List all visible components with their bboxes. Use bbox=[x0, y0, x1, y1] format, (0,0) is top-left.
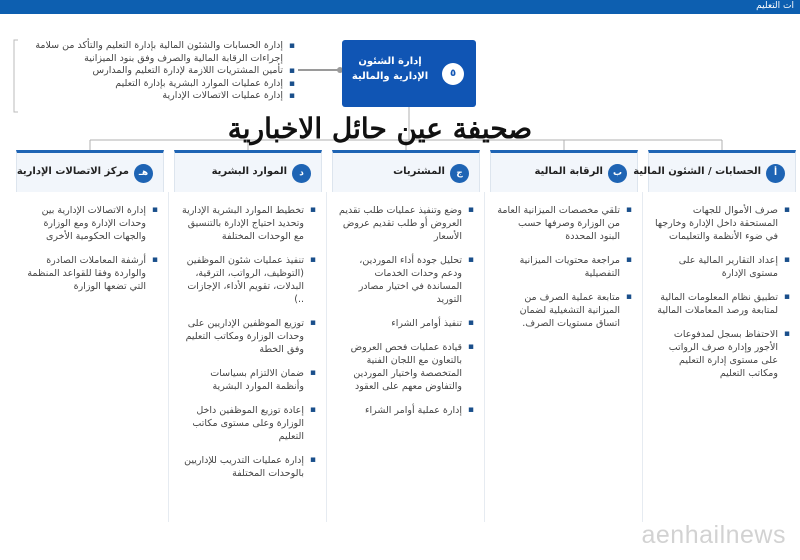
unit-header bbox=[490, 150, 638, 192]
unit-letter-badge: د bbox=[292, 164, 311, 183]
unit-body bbox=[332, 192, 480, 417]
unit-header bbox=[16, 150, 164, 192]
site-watermark-logo: aenhailnews bbox=[641, 521, 786, 549]
column-divider bbox=[168, 192, 169, 522]
list-item: ▪ تحليل جودة أداء الموردين، ودعم وحدات الخدمات المساندة في اختيار مصادر التوريد bbox=[338, 254, 474, 306]
list-item: ▪ متابعة عملية الصرف من الميزانية التشغيلية لضمان اتساق مستويات الصرف. bbox=[496, 291, 632, 330]
unit-body bbox=[490, 192, 638, 330]
summary-item: ▪ إدارة الحسابات والشئون المالية بإدارة التعليم والتأكد من سلامة إجراءات الرقابة المالية والصرف وفق بنود الميزانية bbox=[20, 40, 295, 65]
list-item: ▪ توزيع الموظفين الإداريين على وحدات الوزارة ومكاتب التعليم وفق الخطة bbox=[180, 317, 316, 356]
list-item: ▪ تخطيط الموارد البشرية الإدارية وتحديد احتياج الإدارة بالتنسيق مع الوحدات المختلفة bbox=[180, 204, 316, 243]
list-item: ▪ قيادة عمليات فحص العروض بالتعاون مع اللجان الفنية المتخصصة واختيار الموردين والتفاوض معهم على العقود bbox=[338, 341, 474, 393]
main-unit-number-badge: ٥ bbox=[442, 63, 464, 85]
column-divider bbox=[326, 192, 327, 522]
unit-letter-badge: ج bbox=[450, 164, 469, 183]
unit-column-financial-control bbox=[490, 150, 638, 341]
unit-title: الرقابة المالية bbox=[534, 166, 603, 177]
list-item: ▪ إعداد التقارير المالية على مستوى الإدارة bbox=[654, 254, 790, 280]
summary-item: ▪ تأمين المشتريات اللازمة لإدارة التعليم والمدارس bbox=[20, 65, 295, 78]
unit-letter-badge: أ bbox=[766, 164, 785, 183]
list-item: ▪ تطبيق نظام المعلومات المالية لمتابعة ورصد المعاملات المالية bbox=[654, 291, 790, 317]
breadcrumb: ات التعليم bbox=[756, 1, 794, 11]
unit-body bbox=[16, 192, 164, 293]
main-unit-box bbox=[342, 40, 476, 107]
unit-column-procurement bbox=[332, 150, 480, 428]
list-item: ▪ إدارة عمليات التدريب للإداريين بالوحدات المختلفة bbox=[180, 454, 316, 480]
unit-header bbox=[633, 150, 796, 192]
column-divider bbox=[484, 192, 485, 522]
main-unit-summary bbox=[20, 40, 295, 103]
unit-column-human-resources bbox=[174, 150, 322, 491]
unit-title: مركز الاتصالات الإدارية bbox=[16, 166, 129, 177]
unit-letter-badge: ب bbox=[608, 164, 627, 183]
column-divider bbox=[642, 192, 643, 522]
list-item: ▪ تنفيذ عمليات شئون الموظفين (التوظيف، الرواتب، الترقية، البدلات، تقويم الأداء، الإجازات ..) bbox=[180, 254, 316, 306]
list-item: ▪ إدارة عملية أوامر الشراء bbox=[338, 404, 474, 417]
summary-bracket bbox=[14, 40, 18, 112]
summary-item: ▪ إدارة عمليات الاتصالات الإدارية bbox=[20, 90, 295, 103]
main-unit-title: إدارة الشئون الإدارية والمالية bbox=[351, 56, 429, 82]
list-item: ▪ تلقي مخصصات الميزانية العامة من الوزارة وصرفها حسب البنود المحددة bbox=[496, 204, 632, 243]
unit-title: الحسابات / الشئون المالية bbox=[633, 166, 761, 177]
newspaper-watermark-title: صحيفة عين حائل الاخبارية bbox=[227, 112, 533, 145]
list-item: ▪ إدارة الاتصالات الإدارية بين وحدات الإدارة ومع الوزارة والجهات الحكومية الأخرى bbox=[22, 204, 158, 243]
list-item: ▪ ضمان الالتزام بسياسات وأنظمة الموارد البشرية bbox=[180, 367, 316, 393]
list-item: ▪ مراجعة محتويات الميزانية التفصيلية bbox=[496, 254, 632, 280]
list-item: ▪ تنفيذ أوامر الشراء bbox=[338, 317, 474, 330]
unit-header bbox=[332, 150, 480, 192]
unit-title: الموارد البشرية bbox=[211, 166, 287, 177]
summary-item: ▪ إدارة عمليات الموارد البشرية بإدارة التعليم bbox=[20, 78, 295, 91]
unit-column-communications bbox=[16, 150, 164, 304]
list-item: ▪ إعادة توزيع الموظفين داخل الوزارة وعلى مستوى مكاتب التعليم bbox=[180, 404, 316, 443]
unit-header bbox=[174, 150, 322, 192]
unit-letter-badge: هـ bbox=[134, 164, 153, 183]
unit-title: المشتريات bbox=[393, 166, 445, 177]
list-item: ▪ أرشفة المعاملات الصادرة والواردة وفقا للقواعد المنظمة التي تضعها الوزارة bbox=[22, 254, 158, 293]
unit-body bbox=[174, 192, 322, 480]
list-item: ▪ الاحتفاظ بسجل لمدفوعات الأجور وإدارة صرف الرواتب على مستوى إدارة التعليم ومكاتب التعليم bbox=[654, 328, 790, 380]
list-item: ▪ صرف الأموال للجهات المستحقة داخل الإدارة وخارجها في ضوء الأنظمة والتعليمات bbox=[654, 204, 790, 243]
list-item: ▪ وضع وتنفيذ عمليات طلب تقديم العروض أو طلب تقديم عروض الأسعار bbox=[338, 204, 474, 243]
unit-column-accounts bbox=[633, 150, 796, 391]
unit-body bbox=[648, 192, 796, 380]
